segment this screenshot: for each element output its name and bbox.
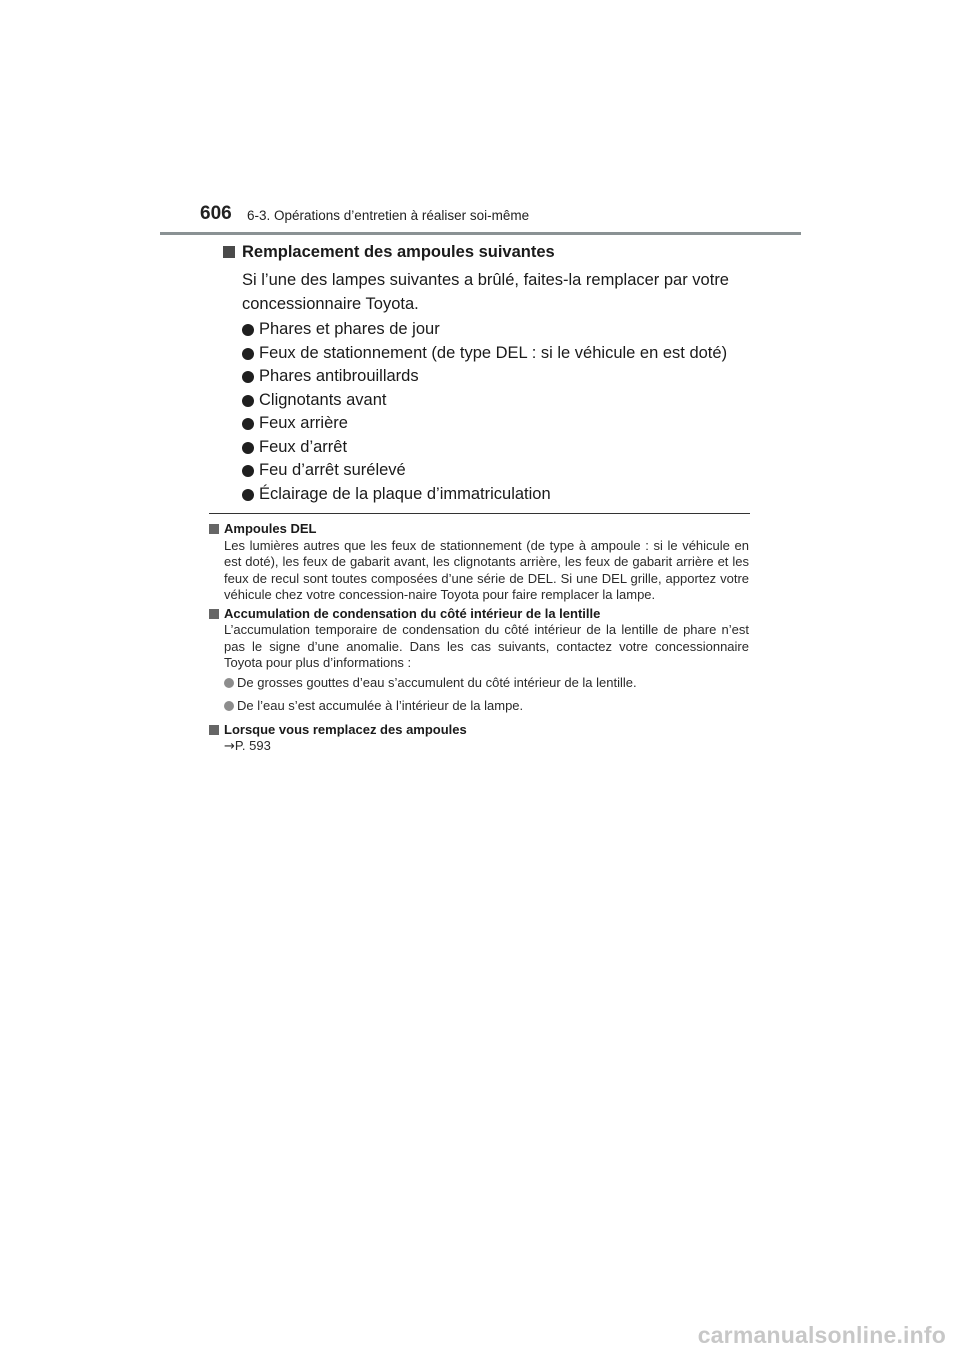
bullet-icon xyxy=(242,395,254,407)
list-item: Feux de stationnement (de type DEL : si le véhicule en est doté) xyxy=(242,342,752,366)
bullet-icon xyxy=(224,701,234,711)
list-item: Phares antibrouillards xyxy=(242,365,752,389)
page-reference[interactable] xyxy=(209,738,749,756)
list-item: Feux d’arrêt xyxy=(242,436,752,460)
note-condensation xyxy=(209,606,749,715)
arrow-right-icon: → xyxy=(224,739,235,754)
bulb-list xyxy=(222,318,752,506)
section-title: 6-3. Opérations d’entretien à réaliser soi-même xyxy=(247,208,530,223)
list-item: Feux arrière xyxy=(242,412,752,436)
section-intro: Si l’une des lampes suivantes a brûlé, faites-la remplacer par votre concessionnaire Toyota. xyxy=(242,271,729,313)
list-item: Phares et phares de jour xyxy=(242,318,752,342)
note-replacing-bulbs xyxy=(209,722,749,756)
bullet-icon xyxy=(242,465,254,477)
notes-section xyxy=(209,521,749,758)
page-number: 606 xyxy=(200,203,232,224)
note-led-bulbs xyxy=(209,521,749,604)
list-item: De grosses gouttes d’eau s’accumulent du côté intérieur de la lentille. xyxy=(224,675,749,692)
list-item: Feu d’arrêt surélevé xyxy=(242,459,752,483)
page-reference-text: P. 593 xyxy=(234,738,271,753)
list-item: De l’eau s’est accumulée à l’intérieur de la lampe. xyxy=(224,698,749,715)
section-heading xyxy=(222,240,752,264)
header-divider xyxy=(160,232,801,235)
bullet-icon xyxy=(224,678,234,688)
bullet-icon xyxy=(242,489,254,501)
note-heading: Accumulation de condensation du côté intérieur de la lentille xyxy=(209,606,749,623)
main-section xyxy=(222,240,752,506)
bullet-icon xyxy=(242,418,254,430)
square-bullet-icon xyxy=(209,725,219,735)
watermark-logo: carmanualsonline.info xyxy=(697,1322,946,1348)
square-bullet-icon xyxy=(209,609,219,619)
square-bullet-icon xyxy=(209,524,219,534)
bullet-icon xyxy=(242,324,254,336)
note-body: Les lumières autres que les feux de stationnement (de type à ampoule : si le véhicule en est doté), les feux de gabarit avant, les clignotants arrière, les feux de gabarit arrière et les feux de recul sont toutes composées d’une série de DEL. Si une DEL grille, apportez votre véhicule chez votre concession-naire Toyota pour faire remplacer la lampe. xyxy=(224,537,749,602)
note-body: L’accumulation temporaire de condensation du côté intérieur de la lentille de phare n’est pas le signe d’une anomalie. Dans les cas suivants, contactez votre concessionnaire Toyota pour plus d’informations : xyxy=(224,622,749,670)
note-heading: Lorsque vous remplacez des ampoules xyxy=(209,722,749,739)
bullet-icon xyxy=(242,371,254,383)
section-heading-text: Remplacement des ampoules suivantes xyxy=(242,243,555,261)
condensation-list xyxy=(209,675,749,715)
square-bullet-icon xyxy=(223,246,235,258)
bullet-icon xyxy=(242,442,254,454)
note-heading: Ampoules DEL xyxy=(209,521,749,538)
list-item: Clignotants avant xyxy=(242,389,752,413)
notes-divider xyxy=(209,513,750,514)
list-item: Éclairage de la plaque d’immatriculation xyxy=(242,483,752,507)
bullet-icon xyxy=(242,348,254,360)
